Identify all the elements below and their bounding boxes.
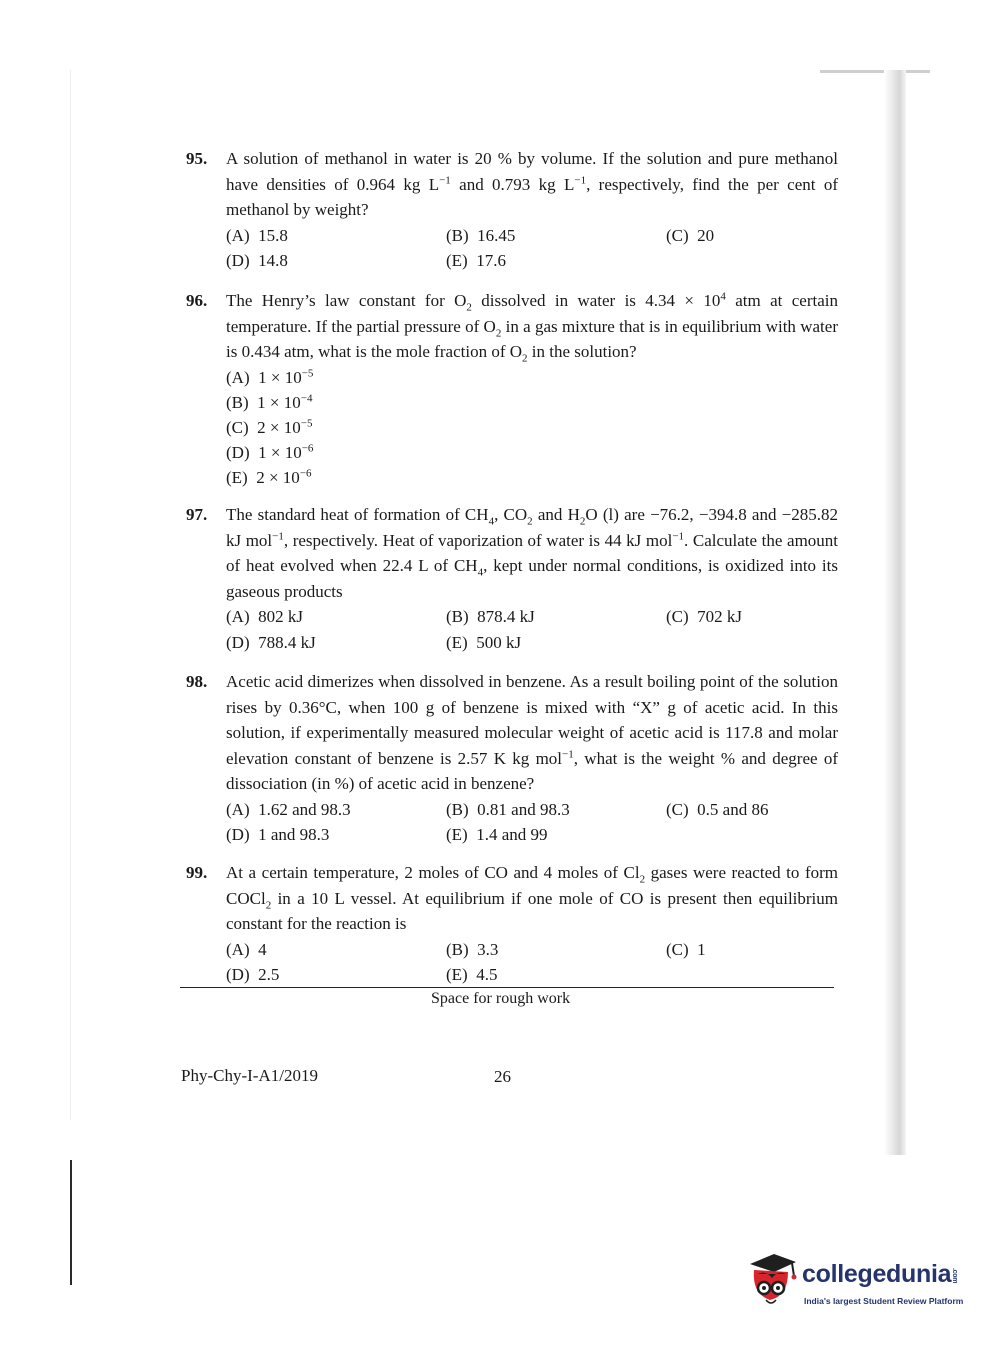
question-text: A solution of methanol in water is 20 % by volume. If the solution and pure methanol have densities of 0.964 kg $L^{-1}$ and 0.793 kg $L^{-1}$, respectively, find the per cent of methanol by weight? xyxy=(226,149,838,219)
question-97 xyxy=(186,502,838,655)
question-98 xyxy=(186,669,838,848)
rough-work-divider xyxy=(180,987,834,988)
options xyxy=(226,223,838,274)
option-e: (E) 4.5 xyxy=(446,965,498,984)
option-a: (A) 802 kJ xyxy=(226,607,303,626)
option-c: (C) 1 xyxy=(666,939,706,959)
question-text: Acetic acid dimerizes when dissolved in benzene. As a result boiling point of the solution rises by 0.36°C, when 100 g of benzene is mixed with “X” g of acetic acid. In this solution, if experimentally measured molecular weight of acetic acid is 117.8 and molar elevation constant of benzene is 2.57 K kg mol$^{-1}$, what is the weight % and degree of dissociation (in %) of acetic acid in benzene? xyxy=(226,672,838,793)
option-d: (D) 788.4 kJ xyxy=(226,632,316,652)
option-a: (A) 4 xyxy=(226,939,267,959)
option-d: (D) 2.5 xyxy=(226,965,280,984)
brand-name: collegedunia.com xyxy=(802,1260,959,1288)
question-text: The Henry’s law constant for $O_2$ dissolved in water is $4.34 \times 10^4$ atm at certain temperature. If the partial pressure of $O_2$ in a gas mixture that is in equilibrium with water is 0.434 atm, what is the mole fraction of $O_2$ in the solution? xyxy=(226,290,838,365)
option-c: (C) 702 kJ xyxy=(666,607,743,626)
question-text: The standard heat of formation of $CH_4$, $CO_2$ and $H_2O$ (l) are −76.2, −394.8 and −285.82 kJ mol$^{-1}$, respectively. Heat of vaporization of water is 44 kJ mol$^{-1}$. Calculate the amount of heat evolved when 22.4 L of $CH_4$, kept under normal conditions, is oxidized into its gaseous products xyxy=(226,505,839,601)
option-e: (E) 500 kJ xyxy=(446,632,522,652)
option-b: (B) 878.4 kJ xyxy=(446,607,535,626)
option-d: (D) 14.8 xyxy=(226,251,288,270)
mascot-icon xyxy=(744,1250,802,1308)
option-b: (B) 3.3 xyxy=(446,939,499,959)
option-e: (E) $2 \times 10^{-6}$ xyxy=(226,466,312,487)
options xyxy=(226,604,838,655)
question-96 xyxy=(186,288,838,490)
brand-logo xyxy=(744,1250,974,1310)
option-a: (A) 1.62 and 98.3 xyxy=(226,799,351,819)
brand-tld: .com xyxy=(951,1267,959,1283)
question-number: 95. xyxy=(186,149,208,168)
brand-tagline: India's largest Student Review Platform xyxy=(804,1296,964,1306)
question-number: 98. xyxy=(186,672,208,691)
option-b: (B) $1 \times 10^{-4}$ xyxy=(226,391,313,412)
question-95 xyxy=(186,146,838,274)
options xyxy=(226,797,838,848)
paper-code: Phy-Chy-I-A1/2019 xyxy=(181,1066,318,1085)
option-e: (E) 1.4 and 99 xyxy=(446,825,548,844)
option-c: (C) 0.5 and 86 xyxy=(666,799,769,819)
question-99 xyxy=(186,860,838,988)
option-c: (C) $2 \times 10^{-5}$ xyxy=(226,416,313,437)
page-number: 26 xyxy=(494,1067,511,1086)
rough-work-label: Space for rough work xyxy=(431,990,571,1007)
question-number: 99. xyxy=(186,863,208,882)
option-a: (A) $1 \times 10^{-5}$ xyxy=(226,366,314,387)
options xyxy=(226,937,838,988)
option-d: (D) $1 \times 10^{-6}$ xyxy=(226,441,314,462)
option-a: (A) 15.8 xyxy=(226,225,288,245)
options xyxy=(226,365,838,490)
option-b: (B) 16.45 xyxy=(446,225,516,245)
option-b: (B) 0.81 and 98.3 xyxy=(446,799,570,819)
option-d: (D) 1 and 98.3 xyxy=(226,825,330,844)
option-c: (C) 20 xyxy=(666,225,715,245)
question-number: 97. xyxy=(186,505,208,524)
option-e: (E) 17.6 xyxy=(446,251,506,270)
question-text: At a certain temperature, 2 moles of CO and 4 moles of $Cl_2$ gases were reacted to form COCl$_2$ in a 10 L vessel. At equilibrium if one mole of CO is present then equilibrium constant for the reaction is xyxy=(226,863,838,933)
question-number: 96. xyxy=(186,291,208,310)
